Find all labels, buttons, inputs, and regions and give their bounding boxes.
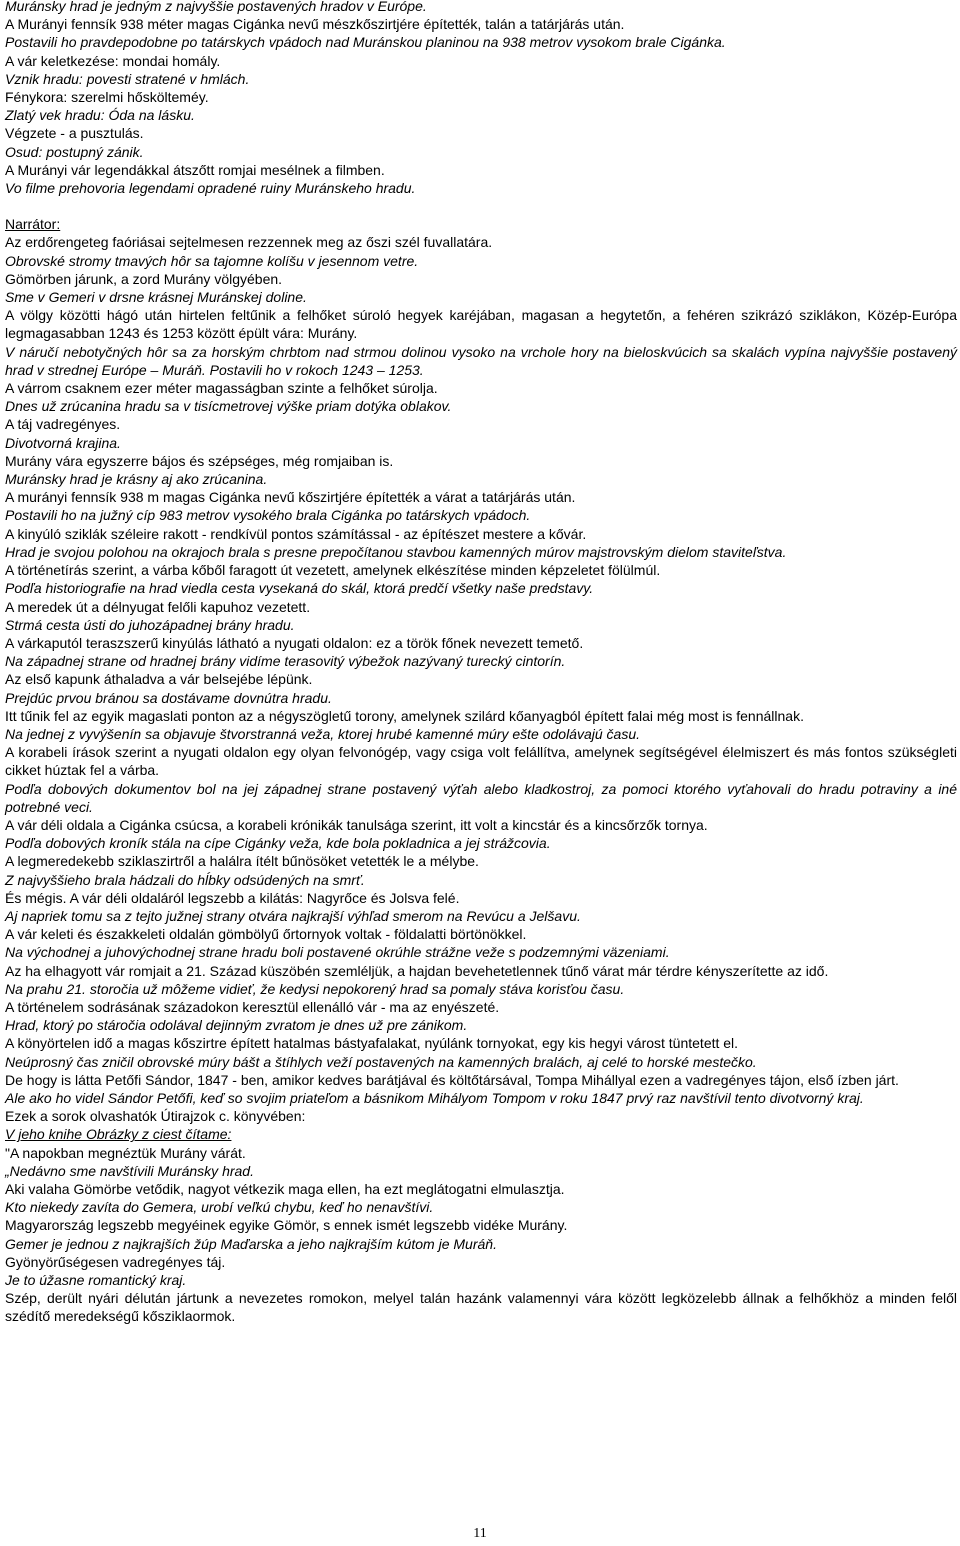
hungarian-text-line bbox=[5, 634, 957, 652]
slovak-text-line bbox=[5, 579, 957, 597]
line-text: Je to úžasne romantický kraj. bbox=[5, 1272, 187, 1289]
line-text: A várkaputól teraszszerű kinyúlás látható a nyugati oldalon: ez a török főnek nevezett temető. bbox=[5, 634, 584, 651]
line-text: Vo filme prehovoria legendami opradené ruiny Muránskeho hradu. bbox=[5, 180, 416, 197]
line-text: A táj vadregényes. bbox=[5, 416, 121, 433]
line-text: Strmá cesta ústi do juhozápadnej brány hradu. bbox=[5, 616, 295, 633]
line-text: A korabeli írások szerint a nyugati oldalon egy olyan felvonógép, vagy csiga volt felállítva, amelynek segítségével élelmiszert és más fontos szükségleti cikket húztak fel a várba. bbox=[5, 744, 957, 779]
hungarian-text-line bbox=[5, 270, 957, 288]
slovak-text-line bbox=[5, 1053, 957, 1071]
line-text: Ezek a sorok olvashatók Útirajzok c. könyvében: bbox=[5, 1108, 306, 1125]
line-text: Podľa dobových kroník stála na cípe Cigánky veža, kde bola pokladnica a jej strážcovia. bbox=[5, 835, 551, 852]
slovak-text-line bbox=[5, 543, 957, 561]
line-text: A völgy közötti hágó után hirtelen feltűnik a felhőket súroló hegyek karéjában, magasan a hegytetőn, a fehéren szikrázó sziklákon, Közép-Európa legmagasabban 1243 és 1253 között épült vára: Murány. bbox=[5, 307, 957, 342]
line-text: Podľa dobových dokumentov bol na jej západnej strane postavený výťah alebo kladkostroj, za pomoci ktorého vyťahovali do hradu potraviny a iné potrebné veci. bbox=[5, 780, 957, 815]
line-text: V jeho knihe Obrázky z ciest čítame: bbox=[5, 1126, 232, 1143]
hungarian-text-line bbox=[5, 707, 957, 725]
page-number: 11 bbox=[473, 1526, 487, 1541]
slovak-text-line bbox=[5, 397, 957, 415]
line-text: Na prahu 21. storočia už môžeme vidieť, že kedysi nepokorený hrad sa pomaly stáva korisťou času. bbox=[5, 980, 625, 997]
line-text: A kinyúló sziklák széleire rakott - rendkívül pontos számítással - az építészet mestere a kővár. bbox=[5, 525, 587, 542]
line-text: A meredek út a délnyugat felőli kapuhoz vezetett. bbox=[5, 598, 311, 615]
hungarian-text-line bbox=[5, 1180, 957, 1198]
line-text: Prejdúc prvou bránou sa dostávame dovnútra hradu. bbox=[5, 689, 332, 706]
hungarian-text-line bbox=[5, 415, 957, 433]
hungarian-text-line bbox=[5, 925, 957, 943]
slovak-text-line bbox=[5, 780, 957, 816]
line-text: A Murányi fennsík 938 méter magas Cigánka nevű mészkőszirtjére építették, talán a tatárjárás után. bbox=[5, 16, 625, 33]
slovak-text-line bbox=[5, 434, 957, 452]
hungarian-text-line bbox=[5, 1289, 957, 1325]
line-text: Gömörben járunk, a zord Murány völgyében. bbox=[5, 270, 283, 287]
line-text: Z najvyššieho brala hádzali do hĺbky odsúdených na smrť. bbox=[5, 871, 365, 888]
line-text: Hrad je svojou polohou na okrajoch brala s presne prepočítanou stavbou kamenných múrov majstrovským dielom staviteľstva. bbox=[5, 543, 787, 560]
line-text: „Nedávno sme navštívili Muránsky hrad. bbox=[5, 1162, 254, 1179]
line-text: Postavili ho na južný cíp 983 metrov vysokého brala Cigánka po tatárskych vpádoch. bbox=[5, 507, 531, 524]
slovak-text-line bbox=[5, 288, 957, 306]
slovak-text-line bbox=[5, 106, 957, 124]
hungarian-text-line bbox=[5, 1071, 957, 1089]
slovak-text-line bbox=[5, 506, 957, 524]
line-text: A történetírás szerint, a várba kőből faragott út vezetett, amelynek elkészítése minden képzeletet fölülmúl. bbox=[5, 562, 661, 579]
hungarian-text-line bbox=[5, 15, 957, 33]
hungarian-text-line bbox=[5, 889, 957, 907]
line-text: Fénykora: szerelmi hőskölteméy. bbox=[5, 89, 209, 106]
slovak-text-line bbox=[5, 652, 957, 670]
slovak-text-line bbox=[5, 871, 957, 889]
slovak-text-line bbox=[5, 725, 957, 743]
slovak-text-line bbox=[5, 343, 957, 379]
line-text: Aki valaha Gömörbe vetődik, nagyot vétkezik maga ellen, ha ezt meglátogatni elmulasztja. bbox=[5, 1181, 565, 1197]
slovak-text-line bbox=[5, 689, 957, 707]
line-text: És mégis. A vár déli oldaláról legszebb a kilátás: Nagyrőce és Jolsva felé. bbox=[5, 889, 460, 906]
slovak-text-line bbox=[5, 1271, 957, 1289]
line-text: A történelem sodrásának századokon keresztül ellenálló vár - ma az enyészeté. bbox=[5, 998, 500, 1015]
hungarian-text-line bbox=[5, 379, 957, 397]
line-text: Gemer je jednou z najkrajších žúp Maďarska a jeho najkrajším kútom je Muráň. bbox=[5, 1235, 497, 1252]
hungarian-text-line bbox=[5, 816, 957, 834]
slovak-text-line bbox=[5, 0, 957, 15]
line-text: De hogy is látta Petőfi Sándor, 1847 - ben, amikor kedves barátjával és költőtársával, Tompa Mihállyal ezen a vadregényes tájon, első ízben járt. bbox=[5, 1071, 899, 1088]
slovak-text-line bbox=[5, 1235, 957, 1253]
line-text: Vznik hradu: povesti stratené v hmlách. bbox=[5, 70, 250, 87]
hungarian-text-line bbox=[5, 1216, 957, 1234]
line-text: A Murányi vár legendákkal átszőtt romjai mesélnek a filmben. bbox=[5, 161, 385, 178]
line-text: A vár keleti és északkeleti oldalán gömbölyű őrtornyok voltak - földalatti börtönökkel. bbox=[5, 926, 527, 943]
line-text: Szép, derült nyári délután jártunk a nevezetes romokon, melyel talán hazánk valamennyi vára között legközelebb állnak a felhőkhöz a minden felől szédítő meredekségű kősziklaormok. bbox=[5, 1290, 957, 1325]
line-text: Az ha elhagyott vár romjait a 21. Század küszöbén szemléljük, a hajdan bevehetetlennek tűnő várat már térdre kényszerítette az idő. bbox=[5, 962, 829, 979]
line-text: Itt tűnik fel az egyik magaslati ponton az a négyszögletű torony, amelynek szilárd kőanyagból épített falai még most is fennállnak. bbox=[5, 707, 804, 724]
hungarian-text-line bbox=[5, 452, 957, 470]
hungarian-text-line bbox=[5, 743, 957, 779]
line-text: Divotvorná krajina. bbox=[5, 434, 121, 451]
slovak-text-line bbox=[5, 907, 957, 925]
line-text: Magyarország legszebb megyéinek egyike Gömör, s ennek ismét legszebb vidéke Murány. bbox=[5, 1217, 568, 1234]
hungarian-text-line bbox=[5, 852, 957, 870]
line-text: Podľa historiografie na hrad viedla cesta vysekaná do skál, ktorá predčí všetky naše predstavy. bbox=[5, 580, 594, 597]
line-text: A legmeredekebb sziklaszirtről a halálra ítélt bűnösöket vetették le a mélybe. bbox=[5, 853, 479, 870]
hungarian-text-line bbox=[5, 998, 957, 1016]
slovak-text-line bbox=[5, 33, 957, 51]
slovak-text-line bbox=[5, 1162, 957, 1180]
document-body bbox=[5, 0, 957, 1326]
slovak-text-line bbox=[5, 1198, 957, 1216]
narrator-label bbox=[5, 215, 957, 233]
hungarian-text-line bbox=[5, 124, 957, 142]
line-text: "A napokban megnéztük Murány várát. bbox=[5, 1144, 246, 1161]
line-text: Sme v Gemeri v drsne krásnej Muránskej doline. bbox=[5, 289, 307, 306]
line-text: Na východnej a juhovýchodnej strane hradu boli postavené okrúhle strážne veže s podzemnými väzeniami. bbox=[5, 944, 670, 961]
slovak-text-line bbox=[5, 1089, 957, 1107]
hungarian-text-line bbox=[5, 88, 957, 106]
slovak-text-line bbox=[5, 980, 957, 998]
hungarian-text-line bbox=[5, 306, 957, 342]
line-text: Végzete - a pusztulás. bbox=[5, 125, 144, 142]
line-text: Osud: postupný zánik. bbox=[5, 143, 144, 160]
line-text: Ale ako ho videl Sándor Petőfi, keď so svojim priateľom a básnikom Mihályom Tompom v roku 1847 prvý raz navštívil tento divotvorný kraj. bbox=[5, 1089, 864, 1106]
hungarian-text-line bbox=[5, 1253, 957, 1271]
slovak-text-line bbox=[5, 252, 957, 270]
slovak-text-line bbox=[5, 1125, 957, 1143]
slovak-text-line bbox=[5, 179, 957, 197]
slovak-text-line bbox=[5, 834, 957, 852]
line-text: Muránsky hrad je krásny aj ako zrúcanina. bbox=[5, 471, 268, 488]
slovak-text-line bbox=[5, 616, 957, 634]
slovak-text-line bbox=[5, 143, 957, 161]
hungarian-text-line bbox=[5, 1034, 957, 1052]
line-text: V náručí nebotyčných hôr sa za horským chrbtom nad strmou dolinou vysoko na vrchole hory na bieloskvúcich sa skalách vypína najvyššie postavený hrad v strednej Európe – Muráň. Postavili ho v rokoch 1243 – 1253. bbox=[5, 343, 957, 378]
line-text: Muránsky hrad je jedným z najvyššie postavených hradov v Európe. bbox=[5, 0, 427, 14]
hungarian-text-line bbox=[5, 1107, 957, 1125]
line-text: Kto niekedy zavíta do Gemera, urobí veľkú chybu, keď ho nenavštívi. bbox=[5, 1199, 434, 1216]
line-text: A vár keletkezése: mondai homály. bbox=[5, 52, 221, 69]
hungarian-text-line bbox=[5, 670, 957, 688]
hungarian-text-line bbox=[5, 1144, 957, 1162]
line-text: Na jednej z vyvýšenín sa objavuje štvorstranná veža, ktorej hrubé kamenné múry ešte odolávajú času. bbox=[5, 725, 641, 742]
line-text: Narrátor: bbox=[5, 216, 61, 233]
slovak-text-line bbox=[5, 1016, 957, 1034]
line-text: Az erdőrengeteg faóriásai sejtelmesen rezzennek meg az őszi szél fuvallatára. bbox=[5, 234, 493, 251]
line-text: A murányi fennsík 938 m magas Cigánka nevű kőszirtjére építették a várat a tatárjárás után. bbox=[5, 489, 576, 506]
line-text: Murány vára egyszerre bájos és szépséges, még romjaiban is. bbox=[5, 452, 394, 469]
hungarian-text-line bbox=[5, 161, 957, 179]
line-text: Postavili ho pravdepodobne po tatárskych vpádoch nad Muránskou planinou na 938 metrov vysokom brale Cigánka. bbox=[5, 34, 726, 51]
hungarian-text-line bbox=[5, 598, 957, 616]
slovak-text-line bbox=[5, 70, 957, 88]
hungarian-text-line bbox=[5, 233, 957, 251]
line-text: Az első kapunk áthaladva a vár belsejébe lépünk. bbox=[5, 671, 313, 688]
line-text: A várrom csaknem ezer méter magasságban szinte a felhőket súrolja. bbox=[5, 380, 438, 397]
hungarian-text-line bbox=[5, 962, 957, 980]
line-text: Dnes už zrúcanina hradu sa v tisícmetrovej výške priam dotýka oblakov. bbox=[5, 398, 452, 415]
hungarian-text-line bbox=[5, 525, 957, 543]
line-text: A vár déli oldala a Cigánka csúcsa, a korabeli krónikák tanulsága szerint, itt volt a kincstár és a kincsőrzők tornya. bbox=[5, 816, 708, 833]
line-text: Neúprosný čas zničil obrovské múry bášt a štíhlych veží postavených na kamenných bralách, aj celé to horské mestečko. bbox=[5, 1053, 757, 1070]
line-text: Gyönyörűségesen vadregényes táj. bbox=[5, 1253, 226, 1270]
line-text: A könyörtelen idő a magas kőszirtre épített hatalmas bástyafalakat, nyúlánk tornyokat, egy kis hegyi várost tüntetett el. bbox=[5, 1035, 739, 1052]
hungarian-text-line bbox=[5, 561, 957, 579]
hungarian-text-line bbox=[5, 52, 957, 70]
line-text: Hrad, ktorý po stáročia odolával dejinným zvratom je dnes už pre zánikom. bbox=[5, 1017, 468, 1034]
line-text: Obrovské stromy tmavých hôr sa tajomne kolíšu v jesennom vetre. bbox=[5, 252, 419, 269]
line-text: Na západnej strane od hradnej brány vidíme terasovitý výbežok nazývaný turecký cintorín. bbox=[5, 653, 566, 670]
line-text: Aj napriek tomu sa z tejto južnej strany otvára najkrajší výhľad smerom na Revúcu a Jelšavu. bbox=[5, 907, 581, 924]
slovak-text-line bbox=[5, 470, 957, 488]
slovak-text-line bbox=[5, 943, 957, 961]
line-text: Zlatý vek hradu: Óda na lásku. bbox=[5, 107, 195, 124]
hungarian-text-line bbox=[5, 488, 957, 506]
